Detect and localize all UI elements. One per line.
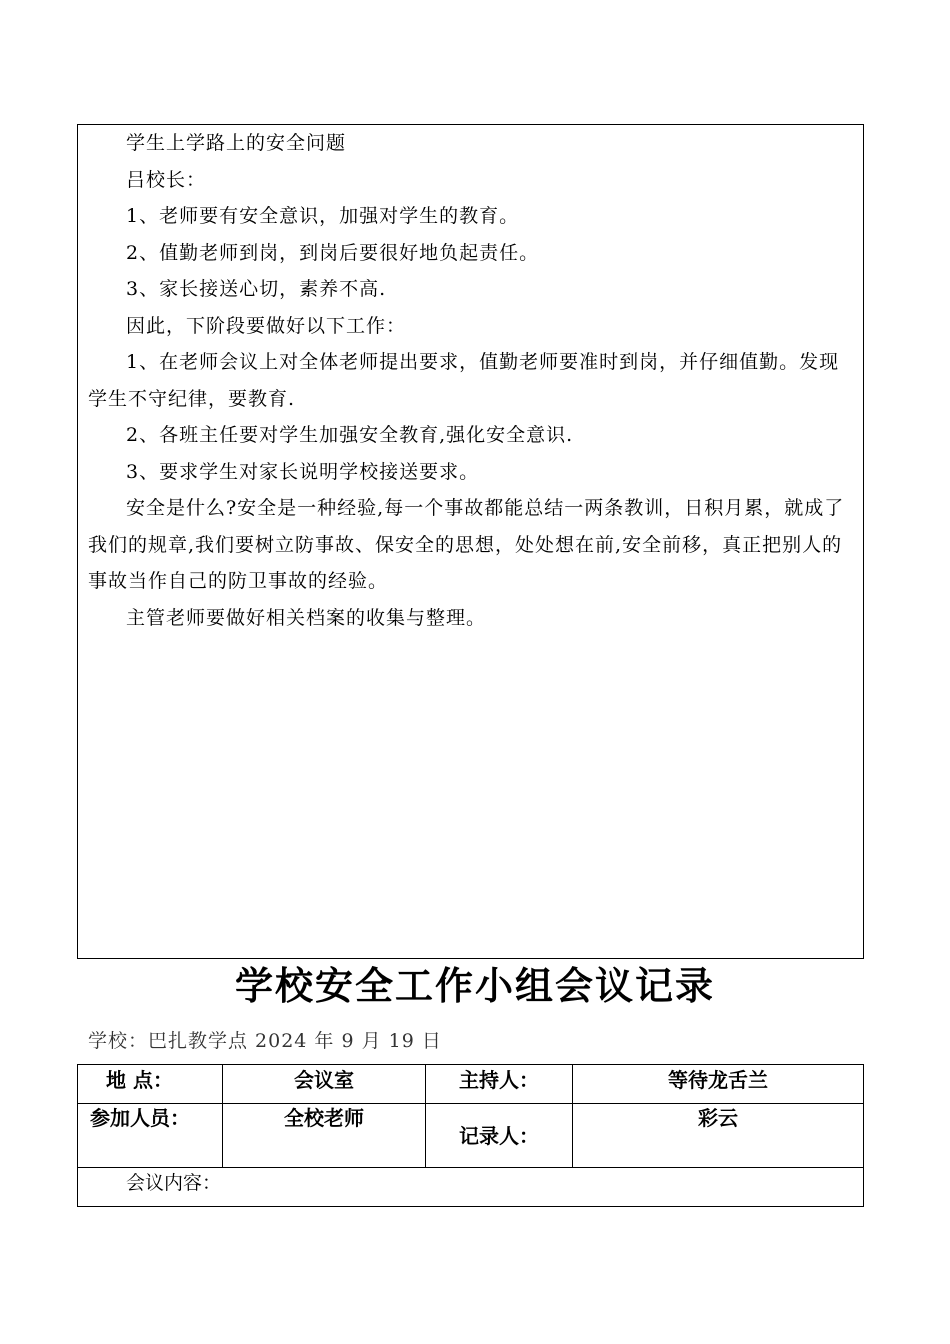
location-value: 会议室 [223, 1065, 426, 1104]
table-row [78, 1065, 864, 1104]
recorder-label: 记录人： [426, 1104, 573, 1168]
host-value: 等待龙舌兰 [573, 1065, 864, 1104]
attendees-label: 参加人员： [78, 1104, 223, 1168]
location-label: 地 点： [78, 1065, 223, 1104]
host-label: 主持人： [426, 1065, 573, 1104]
paragraph-point-1: 1、老师要有安全意识，加强对学生的教育。 [126, 205, 520, 227]
content-label: 会议内容： [78, 1168, 864, 1207]
paragraph-task-1: 1、在老师会议上对全体老师提出要求，值勤老师要准时到岗，并仔细值勤。发现学生不守纪律，要教育. [88, 351, 840, 410]
meeting-content-box [77, 124, 864, 959]
paragraph-point-3: 3、家长接送心切，素养不高. [126, 278, 387, 300]
recorder-value: 彩云 [573, 1104, 864, 1168]
paragraph-safety: 安全是什么?安全是一种经验,每一个事故都能总结一两条教训，日积月累，就成了我们的规章,我们要树立防事故、保安全的思想，处处想在前,安全前移，真正把别人的事故当作自己的防卫事故的经验。 [88, 497, 845, 592]
meeting-info-table [77, 1064, 864, 1207]
paragraph-task-2: 2、各班主任要对学生加强安全教育,强化安全意识. [126, 424, 574, 446]
table-row [78, 1168, 864, 1207]
page-title: 学校安全工作小组会议记录 [234, 964, 715, 1008]
paragraph-archive: 主管老师要做好相关档案的收集与整理。 [126, 606, 487, 629]
paragraph-task-3: 3、要求学生对家长说明学校接送要求。 [126, 460, 480, 483]
attendees-value: 全校老师 [223, 1104, 426, 1168]
school-date-line: 学校：巴扎教学点 2024 年 9 月 19 日 [88, 1030, 442, 1052]
paragraph-topic: 学生上学路上的安全问题 [126, 132, 347, 154]
table-row [78, 1104, 864, 1168]
paragraph-speaker: 吕校长： [126, 168, 207, 191]
paragraph-point-2: 2、值勤老师到岗，到岗后要很好地负起责任。 [126, 241, 540, 264]
paragraph-therefore: 因此，下阶段要做好以下工作： [126, 314, 407, 337]
meeting-content-text [88, 125, 848, 636]
